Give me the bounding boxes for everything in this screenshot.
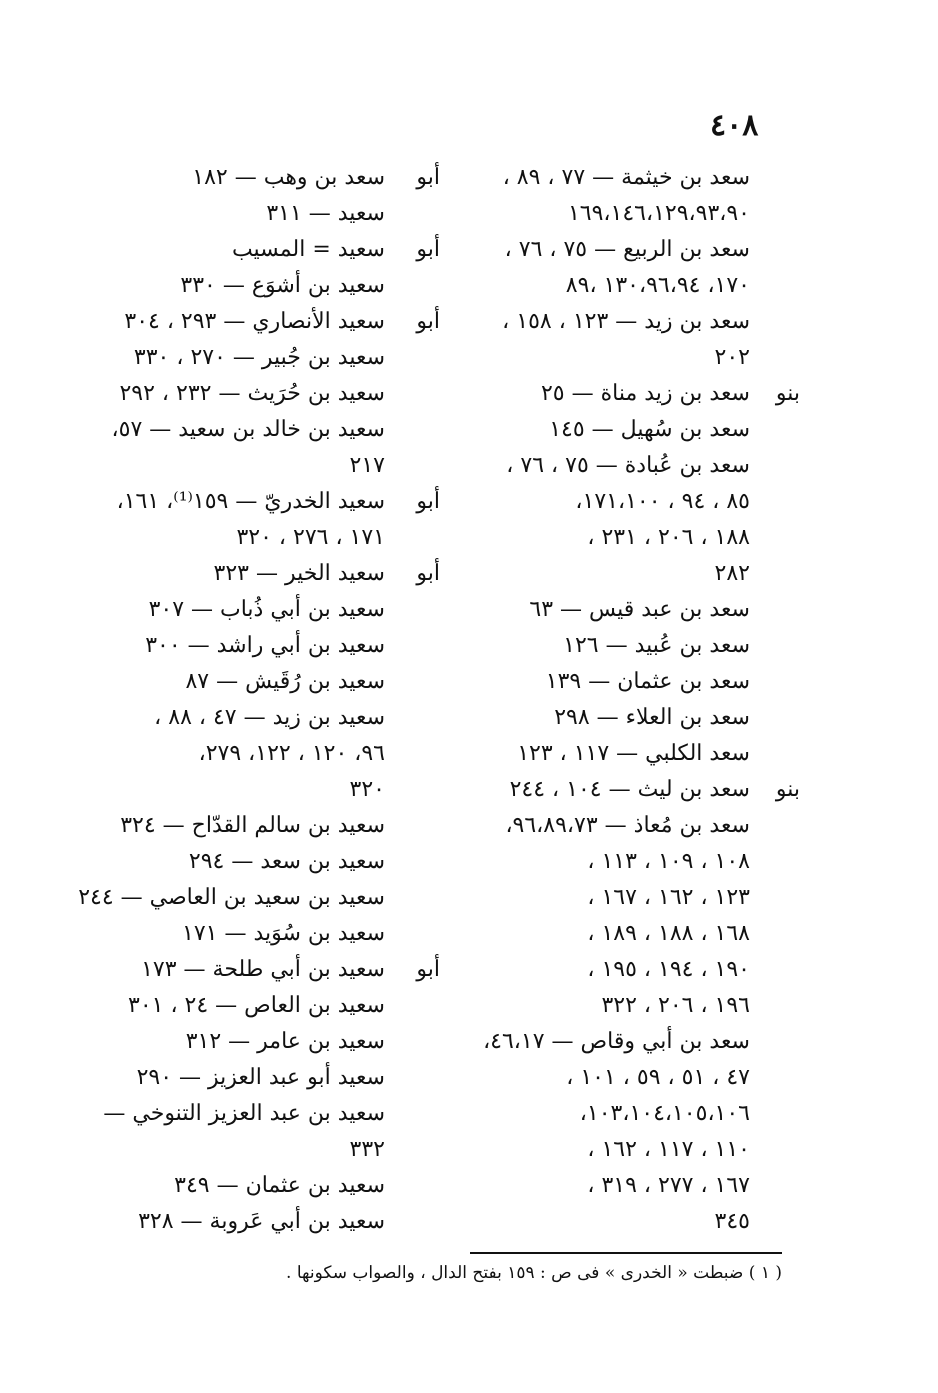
index-entry bbox=[470, 232, 800, 268]
entry-text: سعد بن أبي وقاص — ٤٦،١٧، bbox=[483, 1029, 750, 1054]
index-entry bbox=[90, 592, 440, 628]
index-entry bbox=[90, 1204, 440, 1240]
entry-prefix: أبو bbox=[416, 165, 440, 190]
entry-text: سعيد الخدريّ — ١٥٩⁽¹⁾، ١٦١، bbox=[116, 489, 385, 514]
entry-prefix: أبو bbox=[416, 957, 440, 982]
index-entry bbox=[470, 1024, 800, 1060]
index-entry bbox=[470, 1168, 800, 1204]
index-entry bbox=[90, 808, 440, 844]
entry-text: سعد بن عبد قيس — ٦٣ bbox=[529, 597, 750, 622]
entry-text: ١٧٠، ١٣٠،٩٦،٩٤ ،٨٩ bbox=[565, 273, 750, 298]
entry-text: ١٧١ ، ٢٧٦ ، ٣٢٠ bbox=[236, 525, 385, 550]
index-entry bbox=[470, 340, 800, 376]
index-entry bbox=[470, 520, 800, 556]
entry-text: سعد بن وهب — ١٨٢ bbox=[192, 165, 385, 190]
footnote: ( ١ ) ضبطت « الخدرى » فى ص : ١٥٩ بفتح الدال ، والصواب سكونها . bbox=[286, 1263, 782, 1283]
entry-text: ٣٣٢ bbox=[349, 1137, 385, 1162]
entry-text: ١٦٧ ، ٢٧٧ ، ٣١٩ ، bbox=[587, 1173, 750, 1198]
entry-text: سعد بن زيد مناة — ٢٥ bbox=[540, 381, 750, 406]
index-entry bbox=[470, 952, 800, 988]
entry-text: ١٦٨ ، ١٨٨ ، ١٨٩ ، bbox=[587, 921, 750, 946]
entry-prefix: بنو bbox=[775, 777, 800, 802]
index-entry bbox=[470, 1132, 800, 1168]
entry-text: ٢٠٢ bbox=[714, 345, 750, 370]
entry-text: سعد بن عُبيد — ١٢٦ bbox=[563, 633, 750, 658]
entry-text: سعيد بن عامر — ٣١٢ bbox=[185, 1029, 385, 1054]
index-entry bbox=[470, 1096, 800, 1132]
entry-text: سعيد بن خالد بن سعيد — ٥٧، bbox=[111, 417, 385, 442]
entry-text: ١٨٨ ، ٢٠٦ ، ٢٣١ ، bbox=[587, 525, 750, 550]
entry-text: سعد بن سُهيل — ١٤٥ bbox=[549, 417, 750, 442]
index-entry bbox=[470, 160, 800, 196]
entry-text: ٩٦، ١٢٠ ، ١٢٢، ٢٧٩، bbox=[198, 741, 385, 766]
entry-text: ٣٤٥ bbox=[714, 1209, 750, 1234]
index-entry bbox=[470, 556, 800, 592]
index-entry bbox=[470, 448, 800, 484]
index-entry bbox=[470, 844, 800, 880]
entry-text: سعيد بن أبي راشد — ٣٠٠ bbox=[145, 633, 385, 658]
entry-text: سعيد بن أبي ذُباب — ٣٠٧ bbox=[148, 597, 385, 622]
index-entry bbox=[90, 556, 440, 592]
index-entry bbox=[470, 916, 800, 952]
index-entry bbox=[90, 916, 440, 952]
index-entry bbox=[470, 700, 800, 736]
index-entry bbox=[90, 628, 440, 664]
index-entry bbox=[470, 592, 800, 628]
index-entry bbox=[470, 736, 800, 772]
entry-text: سعيد بن رُقَيش — ٨٧ bbox=[185, 669, 385, 694]
index-entry bbox=[470, 376, 800, 412]
entry-prefix: أبو bbox=[416, 309, 440, 334]
footnote-divider bbox=[470, 1252, 782, 1254]
entry-text: سعيد = المسيب bbox=[231, 237, 385, 262]
index-entry bbox=[470, 772, 800, 808]
index-entry bbox=[90, 952, 440, 988]
index-entry bbox=[90, 1060, 440, 1096]
index-entry bbox=[90, 340, 440, 376]
entry-text: سعيد بن عبد العزيز التنوخي — bbox=[103, 1101, 385, 1126]
entry-text: سعيد الخير — ٣٢٣ bbox=[213, 561, 385, 586]
index-entry bbox=[90, 268, 440, 304]
entry-text: سعد الكلبي — ١١٧ ، ١٢٣ bbox=[517, 741, 750, 766]
entry-text: سعيد بن سُوَيد — ١٧١ bbox=[182, 921, 385, 946]
entry-text: ١٢٣ ، ١٦٢ ، ١٦٧ ، bbox=[587, 885, 750, 910]
entry-prefix: أبو bbox=[416, 561, 440, 586]
index-entry bbox=[470, 484, 800, 520]
index-entry bbox=[90, 196, 440, 232]
entry-text: سعد بن عثمان — ١٣٩ bbox=[545, 669, 750, 694]
index-entry bbox=[470, 196, 800, 232]
index-entry bbox=[90, 376, 440, 412]
index-entry bbox=[90, 1132, 440, 1168]
index-entry bbox=[90, 1024, 440, 1060]
entry-text: سعيد بن جُبير — ٢٧٠ ، ٣٣٠ bbox=[133, 345, 385, 370]
entry-text: سعد بن ليث — ١٠٤ ، ٢٤٤ bbox=[509, 777, 750, 802]
index-entry bbox=[470, 412, 800, 448]
index-entry bbox=[470, 304, 800, 340]
index-entry bbox=[470, 880, 800, 916]
index-entry bbox=[470, 808, 800, 844]
index-entry bbox=[90, 484, 440, 520]
entry-text: سعيد بن سالم القدّاح — ٣٢٤ bbox=[120, 813, 385, 838]
entry-text: سعيد بن أبي طلحة — ١٧٣ bbox=[141, 957, 385, 982]
index-entry bbox=[470, 1060, 800, 1096]
entry-prefix: أبو bbox=[416, 489, 440, 514]
entry-text: ٣٢٠ bbox=[349, 777, 385, 802]
index-entry bbox=[470, 988, 800, 1024]
index-column-left bbox=[78, 160, 440, 1240]
entry-text: سعيد بن حُرَيث — ٢٣٢ ، ٢٩٢ bbox=[119, 381, 385, 406]
index-entry bbox=[90, 412, 440, 448]
entry-text: سعيد أبو عبد العزيز — ٢٩٠ bbox=[136, 1065, 385, 1090]
index-entry bbox=[90, 520, 440, 556]
entry-text: سعد بن عُبادة — ٧٥ ، ٧٦ ، bbox=[506, 453, 750, 478]
index-entry bbox=[90, 448, 440, 484]
entry-text: ٨٥ ، ٩٤ ، ١٧١،١٠٠، bbox=[575, 489, 750, 514]
page-number: ٤٠٨ bbox=[710, 108, 759, 143]
entry-text: سعيد — ٣١١ bbox=[266, 201, 385, 226]
entry-text: سعيد بن سعد — ٢٩٤ bbox=[188, 849, 385, 874]
index-entry bbox=[78, 880, 440, 916]
index-entry bbox=[90, 664, 440, 700]
entry-text: ٢١٧ bbox=[349, 453, 385, 478]
index-entry bbox=[90, 304, 440, 340]
entry-text: ١٠٨ ، ١٠٩ ، ١١٣ ، bbox=[587, 849, 750, 874]
entry-text: ١٩٠ ، ١٩٤ ، ١٩٥ ، bbox=[587, 957, 750, 982]
entry-text: ١٠٣،١٠٤،١٠٥،١٠٦، bbox=[579, 1101, 750, 1126]
entry-text: سعد بن زيد — ١٢٣ ، ١٥٨ ، bbox=[502, 309, 750, 334]
entry-text: ٢٨٢ bbox=[714, 561, 750, 586]
entry-text: سعيد بن أشوَع — ٣٣٠ bbox=[180, 273, 385, 298]
index-column-right bbox=[470, 160, 800, 1240]
entry-text: سعد بن مُعاذ — ٩٦،٨٩،٧٣، bbox=[505, 813, 750, 838]
index-entry bbox=[470, 664, 800, 700]
entry-text: سعيد بن أبي عَروبة — ٣٢٨ bbox=[138, 1209, 385, 1234]
entry-text: ١١٠ ، ١١٧ ، ١٦٢ ، bbox=[587, 1137, 750, 1162]
index-entry bbox=[90, 988, 440, 1024]
index-entry bbox=[90, 1096, 440, 1132]
index-entry bbox=[90, 232, 440, 268]
index-entry bbox=[90, 844, 440, 880]
entry-prefix: أبو bbox=[416, 237, 440, 262]
entry-text: سعيد بن سعيد بن العاصي — ٢٤٤ bbox=[78, 885, 385, 910]
index-entry bbox=[90, 736, 440, 772]
entry-prefix: بنو bbox=[775, 381, 800, 406]
entry-text: ٤٧ ، ٥١ ، ٥٩ ، ١٠١ ، bbox=[566, 1065, 750, 1090]
index-entry bbox=[90, 772, 440, 808]
entry-text: سعيد الأنصاري — ٢٩٣ ، ٣٠٤ bbox=[124, 309, 385, 334]
index-entry bbox=[90, 160, 440, 196]
entry-text: سعد بن الربيع — ٧٥ ، ٧٦ ، bbox=[504, 237, 750, 262]
entry-text: سعيد بن العاص — ٢٤ ، ٣٠١ bbox=[128, 993, 385, 1018]
entry-text: سعيد بن عثمان — ٣٤٩ bbox=[174, 1173, 385, 1198]
entry-text: سعد بن خيثمة — ٧٧ ، ٨٩ ، bbox=[502, 165, 750, 190]
entry-text: ١٦٩،١٤٦،١٢٩،٩٣،٩٠ bbox=[567, 201, 750, 226]
index-entry bbox=[90, 1168, 440, 1204]
index-entry bbox=[470, 268, 800, 304]
index-entry bbox=[90, 700, 440, 736]
index-entry bbox=[470, 1204, 800, 1240]
entry-text: ١٩٦ ، ٢٠٦ ، ٣٢٢ bbox=[601, 993, 750, 1018]
entry-text: سعيد بن زيد — ٤٧ ، ٨٨ ، bbox=[154, 705, 385, 730]
entry-text: سعد بن العلاء — ٢٩٨ bbox=[554, 705, 750, 730]
index-entry bbox=[470, 628, 800, 664]
